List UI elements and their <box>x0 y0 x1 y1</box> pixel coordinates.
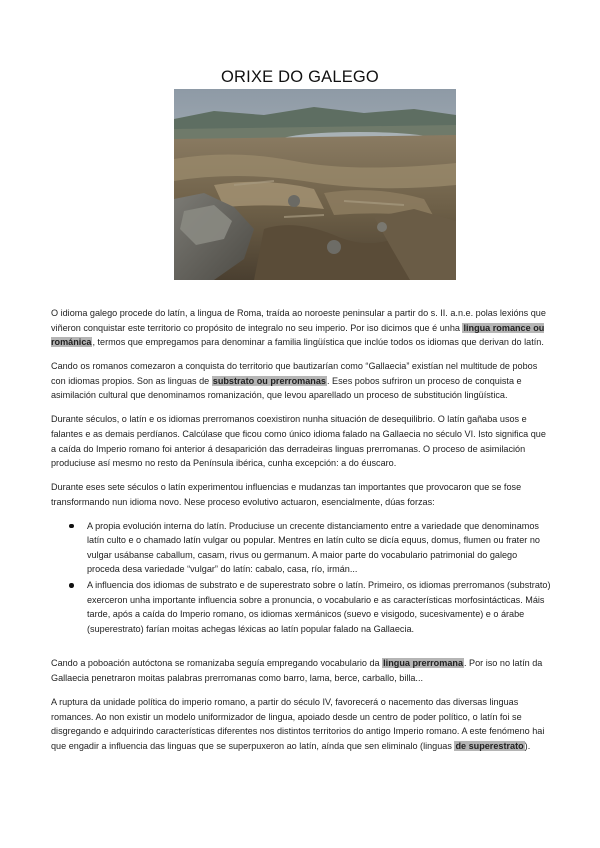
bullet-list <box>51 519 551 637</box>
list-item: A influencia dos idiomas de substrato e de superestrato sobre o latín. Primeiro, os idiomas prerromanos (substrato) exerceron unha importante influencia sobre a pronuncia, o vocabulario e as características morfosintácticas. Máis tarde, após a caída do Imperio romano, os idiomas xermánicos (suevo e visigodo, sucesivamente) e o árabe (superestrato) farían moitas achegas léxicas ao latín popular falado na Gallaecia. <box>87 578 551 636</box>
paragraph-1: O idioma galego procede do latín, a lingua de Roma, traída ao noroeste peninsular a partir do s. II. a.n.e. polas lexións que viñeron conquistar este territorio co propósito de integralo no seu imperio. Por iso dicimos que é unha lingua romance ou románica, termos que empregamos para denominar a familia lingüística que inclúe todos os idiomas que derivan do latín. <box>51 308 546 348</box>
landscape-photo <box>174 89 456 280</box>
paragraph-6: A ruptura da unidade política do imperio romano, a partir do século IV, favorecerá o nacemento das diversas linguas romances. Ao non existir un modelo uniformizador de lingua, apoiado desde un centro de poder político, o latín foi se disgregando e adquirindo características diferentes nos distintos territorios do antigo Imperio romano. A este fenómeno hai que engadir a influencia das linguas que se superpuxeron ao latín, aínda que sen eliminalo (linguas de superestrato). <box>51 697 545 751</box>
list-item: A propia evolución interna do latín. Produciuse un crecente distanciamento entre a variedade que denominamos latín culto e o chamado latín vulgar ou popular. Mentres en latín culto se dicía equus, domus, flumen ou frater no vulgar usábanse caballum, casam, rivus ou germanum. A maior parte do vocabulario patrimonial do galego proceda desa variedade “vulgar” do latín: cabalo, casa, río, irmán... <box>87 519 551 577</box>
paragraph-4: Durante eses sete séculos o latín experimentou influencias e mudanzas tan importantes que provocaron que se fose transformando nun idioma novo. Nese proceso evolutivo actuaron, esencialmente, dúas forzas: <box>51 482 522 507</box>
highlight-term: de superestrato <box>455 740 524 751</box>
highlight-term: substrato ou prerromanas <box>212 375 326 386</box>
article-body <box>51 306 551 763</box>
paragraph-3: Durante séculos, o latín e os idiomas prerromanos coexistiron nunha situación de desequilibrio. O latín gañaba usos e falantes e as demais perdíanos. Calcúlase que ficou como único idioma falado na Gallaecia no século VI. Isto significa que a caída do Imperio romano foi anterior á desaparición das derradeiras linguas prerromanas. O proceso de asimilación produciuse así mesmo no resto da Península ibérica, cunha excepción: a do éuscaro. <box>51 414 546 469</box>
paragraph-2: Cando os romanos comezaron a conquista do territorio que bautizarían como “Gallaecia” existían nel multitude de pobos con idiomas propios. Son as linguas de substrato ou prerromanas. Eses pobos sufriron un proceso de conquista e asimilación cultural que denominamos romanización, que levou aparellado un proceso de substitución lingüística. <box>51 361 538 401</box>
highlight-term: lingua romance ou románica <box>51 322 545 348</box>
paragraph-5: Cando a poboación autóctona se romanizaba seguía empregando vocabulario da lingua prerromana. Por iso no latín da Gallaecia penetraron moitas palabras prerromanas como barro, lama, berce, carballo, billa... <box>51 658 543 684</box>
bullet-icon <box>69 583 74 588</box>
bullet-icon <box>69 524 74 529</box>
page-title: ORIXE DO GALEGO <box>221 68 379 86</box>
highlight-term: lingua prerromana <box>383 658 463 669</box>
